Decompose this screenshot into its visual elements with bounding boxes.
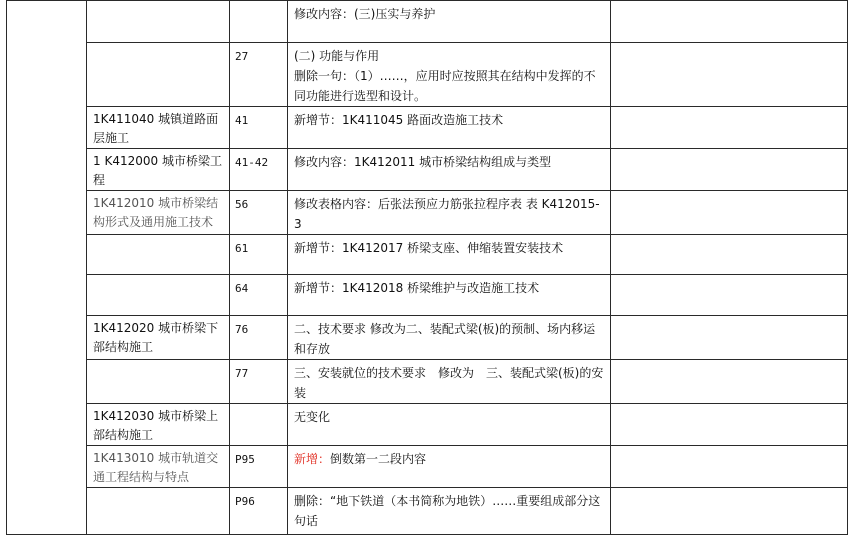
notes-cell: [611, 360, 848, 404]
table-row: [7, 43, 848, 107]
content-cell: 三、安装就位的技术要求 修改为 三、装配式梁(板)的安装: [294, 366, 604, 400]
page-cell: 61: [235, 242, 249, 255]
page-cell: [230, 404, 287, 410]
notes-cell: [611, 191, 848, 235]
content-cell: 新增节：1K411045 路面改造施工技术: [294, 113, 504, 127]
content-cell: 修改内容：(三)压实与养护: [294, 7, 436, 21]
notes-cell: [611, 488, 848, 535]
section-cell: 1K411040 城镇道路面层施工: [93, 112, 219, 145]
notes-cell: [611, 235, 848, 275]
table-row: [7, 404, 848, 446]
content-cell: 修改内容：1K412011 城市桥梁结构组成与类型: [294, 155, 552, 169]
section-cell: 1 K412000 城市桥梁工程: [93, 154, 222, 187]
content-cell: 无变化: [294, 410, 331, 424]
content-cell: 二、技术要求 修改为二、装配式梁(板)的预制、场内移运和存放: [294, 322, 596, 356]
content-cell: 修改表格内容：后张法预应力筋张拉程序表 表 K412015-3: [294, 197, 600, 231]
content-cell: 删除：“地下铁道（本书简称为地铁）……重要组成部分这句话: [294, 494, 601, 528]
page-cell: 41: [235, 114, 249, 127]
section-cell: 1K412030 城市桥梁上部结构施工: [93, 409, 219, 442]
notes-cell: [611, 1, 848, 43]
content-text: 倒数第一二段内容: [330, 452, 427, 466]
page-cell: 56: [235, 198, 249, 211]
section-cell: [87, 1, 229, 4]
notes-cell: [611, 404, 848, 446]
page-cell: 64: [235, 282, 249, 295]
table-row: [7, 488, 848, 535]
section-cell: [87, 488, 229, 491]
table-row: [7, 360, 848, 404]
table-row: [7, 235, 848, 275]
chapter-cell: [7, 1, 87, 535]
table-row: [7, 275, 848, 316]
section-cell: [87, 43, 229, 46]
section-cell: [87, 360, 229, 363]
section-cell: [87, 275, 229, 278]
page-cell: [230, 1, 287, 7]
notes-cell: [611, 446, 848, 488]
content-cell: 新增节：1K412017 桥梁支座、伸缩装置安装技术: [294, 241, 564, 255]
section-cell: 1K412010 城市桥梁结构形式及通用施工技术: [93, 196, 219, 229]
highlight-prefix: 新增：: [294, 452, 331, 466]
section-cell: 1K413010 城市轨道交通工程结构与特点: [93, 451, 219, 484]
section-cell: [87, 235, 229, 238]
page-cell: P95: [235, 453, 255, 466]
notes-cell: [611, 43, 848, 107]
notes-cell: [611, 149, 848, 191]
table-row: [7, 446, 848, 488]
table-row: [7, 1, 848, 43]
table-row: [7, 316, 848, 360]
changes-table: [6, 0, 848, 535]
page-cell: 41-42: [235, 156, 269, 169]
page-cell: 77: [235, 367, 249, 380]
table-row: [7, 107, 848, 149]
content-cell: (二) 功能与作用 删除一句：（1）……，应用时应按照其在结构中发挥的不同功能进行选型和设计。: [294, 49, 596, 103]
notes-cell: [611, 275, 848, 316]
notes-cell: [611, 316, 848, 360]
table-row: [7, 191, 848, 235]
table-row: [7, 149, 848, 191]
page-cell: P96: [235, 495, 255, 508]
page-cell: 27: [235, 50, 249, 63]
content-cell: [288, 446, 610, 469]
notes-cell: [611, 107, 848, 149]
content-cell: 新增节：1K412018 桥梁维护与改造施工技术: [294, 281, 540, 295]
page-cell: 76: [235, 323, 249, 336]
section-cell: 1K412020 城市桥梁下部结构施工: [93, 321, 219, 354]
